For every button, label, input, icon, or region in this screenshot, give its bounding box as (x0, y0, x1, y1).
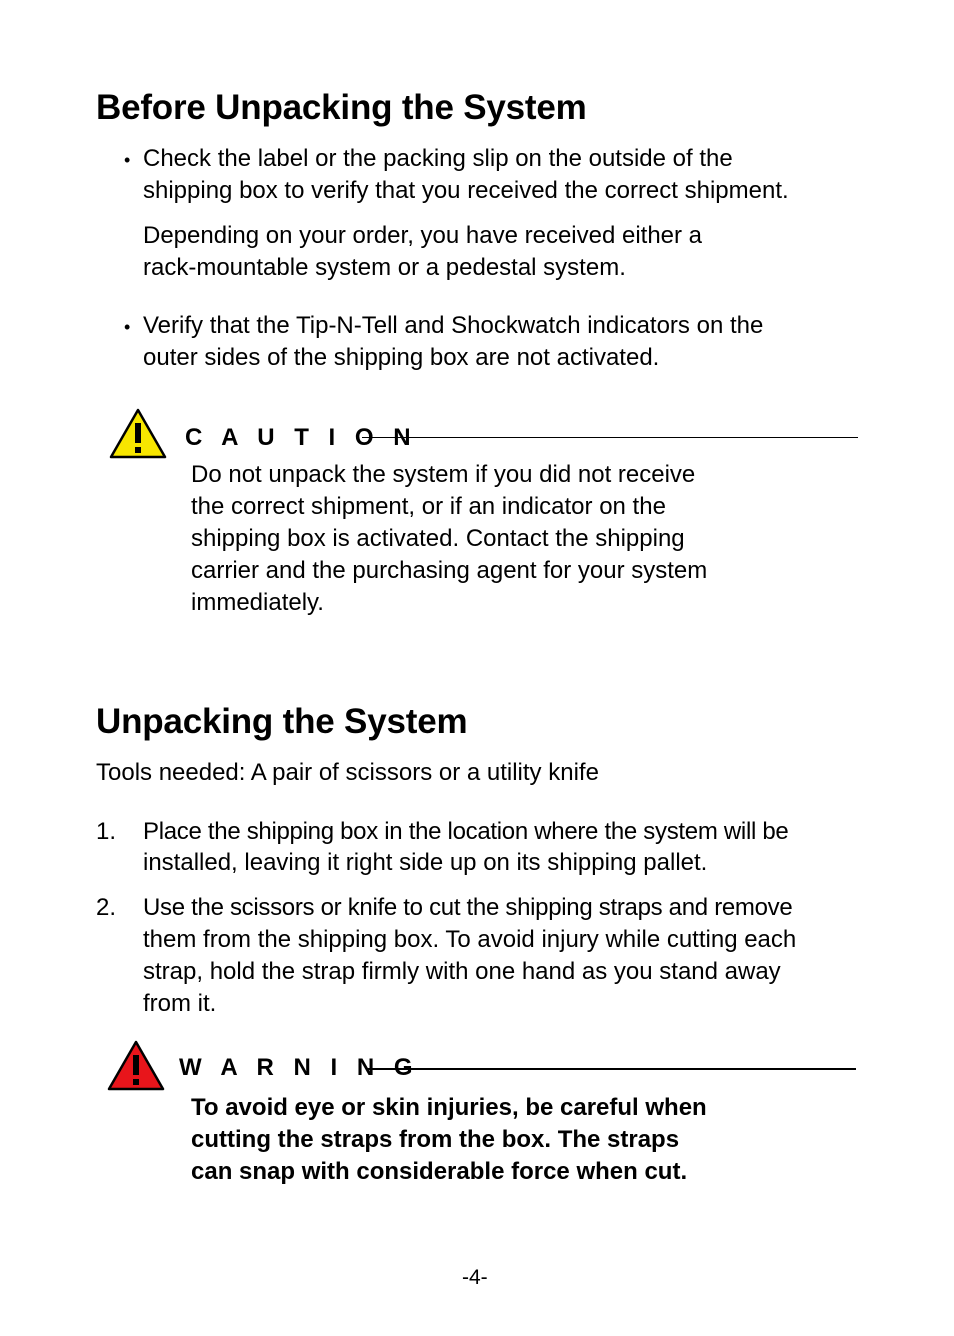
step-2-line-1: Use the scissors or knife to cut the shipping straps and remove (143, 894, 793, 921)
bullet-2-line-2: outer sides of the shipping box are not activated. (143, 344, 660, 371)
caution-exclamation-bar (135, 423, 141, 443)
section-title-unpacking: Unpacking the System (96, 702, 468, 741)
caution-line-1: Do not unpack the system if you did not receive (191, 461, 696, 488)
warning-title: W A R N I N G (179, 1054, 420, 1081)
warning-triangle-icon (106, 1040, 166, 1092)
step-2-line-4: from it. (143, 990, 217, 1017)
page-number: -4- (462, 1266, 488, 1289)
warning-line-3: can snap with considerable force when cut. (191, 1158, 688, 1185)
caution-line-3: shipping box is activated. Contact the shipping (191, 525, 685, 552)
bullet-marker: • (124, 150, 131, 170)
caution-exclamation-dot (135, 447, 141, 453)
warning-exclamation-bar (133, 1055, 139, 1075)
warning-line-1: To avoid eye or skin injuries, be careful when (191, 1094, 707, 1121)
step-1-number: 1. (96, 818, 117, 845)
warning-line-2: cutting the straps from the box. The straps (191, 1126, 680, 1153)
caution-line-5: immediately. (191, 589, 324, 616)
step-2-line-2: them from the shipping box. To avoid injury while cutting each (143, 926, 797, 953)
caution-title: C A U T I O N (185, 424, 418, 451)
bullet-1-line-2: shipping box to verify that you received the correct shipment. (143, 177, 789, 204)
caution-line-2: the correct shipment, or if an indicator on the (191, 493, 666, 520)
warning-rule (366, 1068, 856, 1070)
section-title-before-unpacking: Before Unpacking the System (96, 88, 587, 127)
caution-triangle-icon (108, 408, 168, 460)
tools-needed: Tools needed: A pair of scissors or a utility knife (96, 759, 599, 786)
bullet-1-note-line-1: Depending on your order, you have received either a (143, 222, 703, 249)
warning-exclamation-dot (133, 1079, 139, 1085)
step-2-line-3: strap, hold the strap firmly with one hand as you stand away (143, 958, 781, 985)
bullet-marker: • (124, 317, 131, 337)
step-2-number: 2. (96, 894, 117, 921)
step-1-line-2: installed, leaving it right side up on its shipping pallet. (143, 849, 708, 876)
step-1-line-1: Place the shipping box in the location where the system will be (143, 818, 789, 845)
caution-line-4: carrier and the purchasing agent for your system (191, 557, 708, 584)
bullet-2-line-1: Verify that the Tip-N-Tell and Shockwatch indicators on the (143, 312, 764, 339)
caution-rule (362, 437, 858, 438)
bullet-1-note-line-2: rack-mountable system or a pedestal system. (143, 254, 626, 281)
bullet-1-line-1: Check the label or the packing slip on the outside of the (143, 145, 733, 172)
